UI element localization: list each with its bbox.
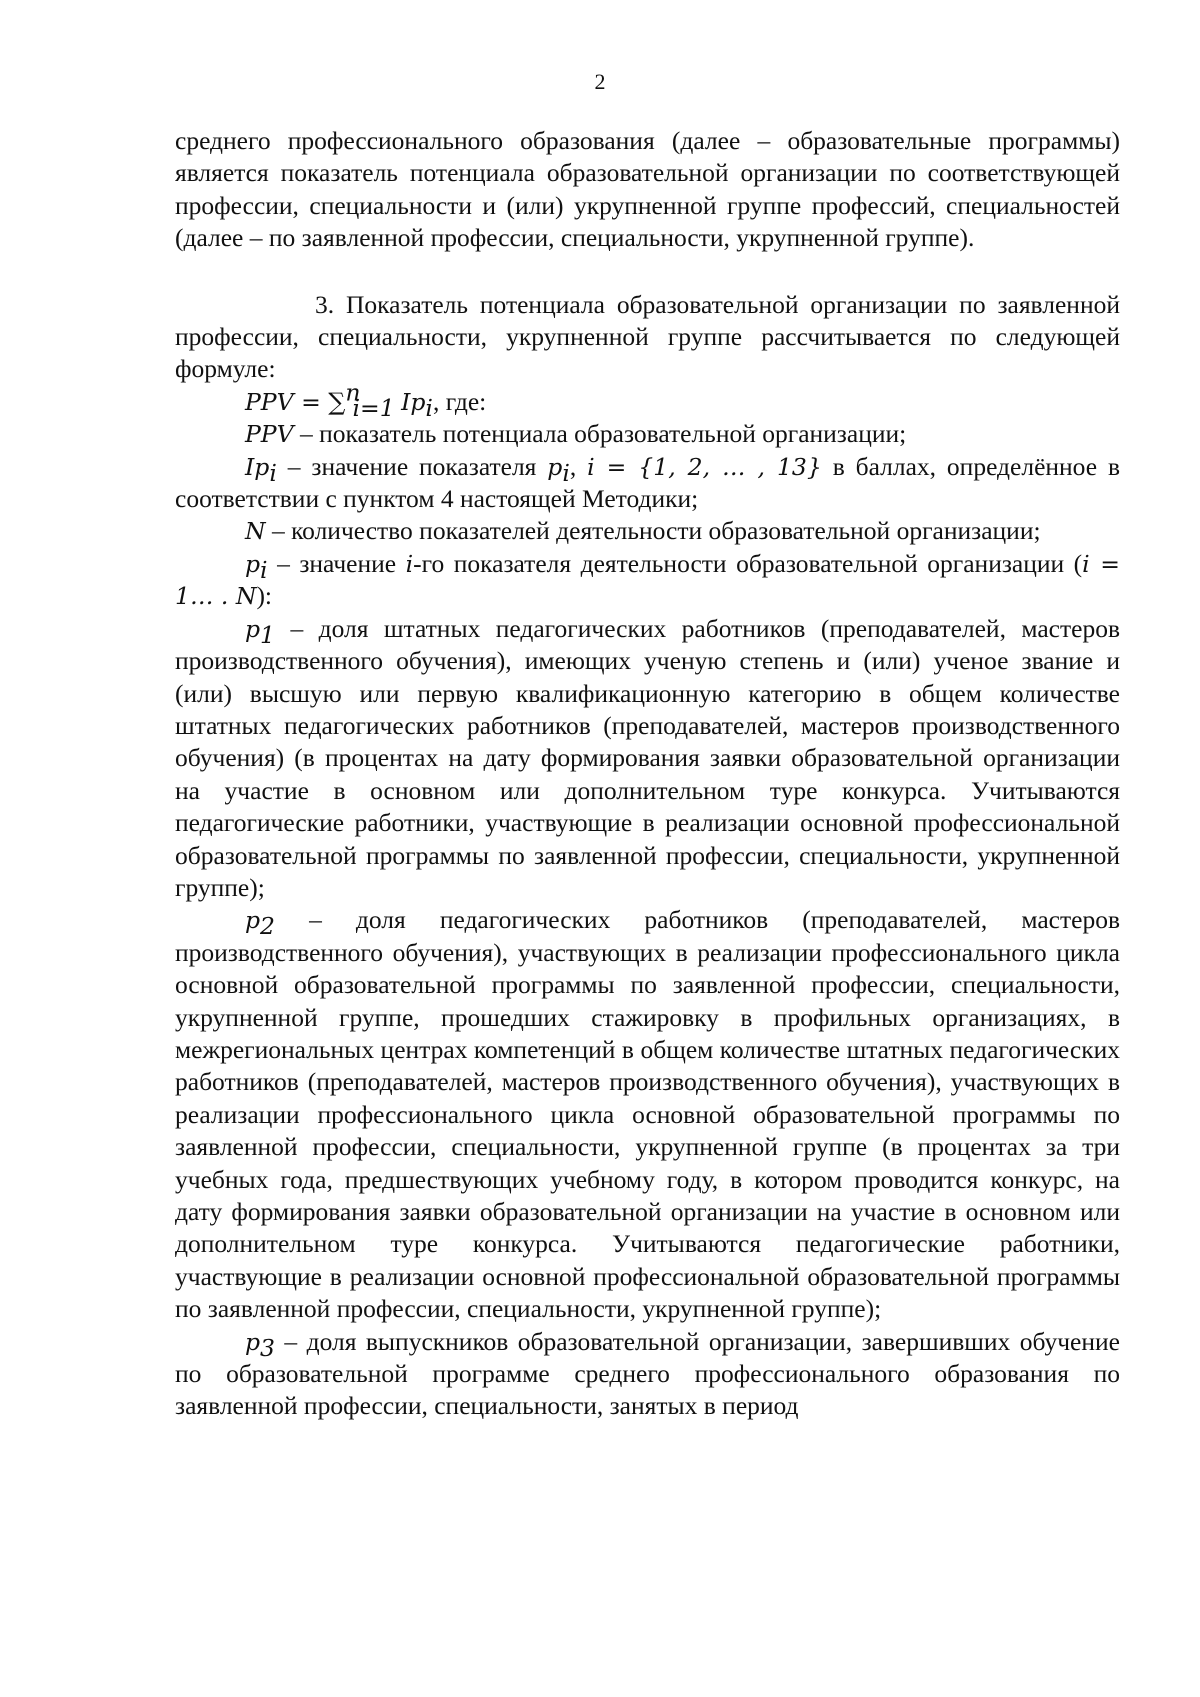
formula-sum-lower: i=1 (352, 393, 395, 422)
definition-ip-p: p (547, 452, 563, 481)
indicator-p1-text: – доля штатных педагогических работников (преподавателей, мастеров производственного обучения), имеющих ученую степень и (или) ученое звание и (или) высшую или первую квалификационную категорию в общем количестве штатных педагогических работников (преподавателей, мастеров производственного обучения) (в процентах на дату формирования заявки образовательной организации на участие в основном или дополнительном туре конкурса. Учитываются педагогические работники, участвующие в реализации основной профессиональной образовательной программы по заявленной профессии, специальности, укрупненной группе); (175, 613, 1120, 902)
section-3-number: 3. (315, 289, 335, 319)
definition-pi-text2: -го показателя деятельности образовательной организации ( (413, 548, 1083, 578)
page-number: 2 (594, 69, 606, 94)
definition-ip-p-sub: i (562, 458, 570, 487)
definition-ip-symbol: Ip (245, 452, 270, 481)
indicator-p1-sub: 1 (260, 620, 275, 649)
definition-ip-set: i = {1, 2, … , 13} (587, 452, 822, 481)
formula-tail: , где: (432, 386, 487, 416)
definition-ip-text2: в баллах, определённое в соответствии с пунктом 4 настоящей Методики; (175, 451, 1120, 514)
definition-pi-range: i = 1… . N (175, 549, 1120, 611)
indicator-p2-sub: 2 (260, 912, 275, 941)
definition-ip-sub: i (269, 458, 277, 487)
formula-sum-upper: n (345, 378, 361, 407)
definition-pi (175, 548, 1120, 613)
definition-pi-symbol: p (245, 549, 261, 578)
definition-n (175, 515, 1120, 547)
indicator-p3-sub: 3 (260, 1333, 275, 1362)
indicator-p2-symbol: p (245, 906, 261, 935)
definition-ppv (175, 418, 1120, 450)
definition-ppv-text: – показатель потенциала образовательной организации; (293, 419, 907, 449)
formula-lhs: PPV (245, 387, 294, 416)
formula-line (175, 378, 1120, 422)
definition-ppv-symbol: PPV (245, 420, 294, 449)
indicator-p1-symbol: p (245, 614, 261, 643)
definition-pi-sub: i (260, 555, 268, 584)
indicator-p3-symbol: p (245, 1327, 261, 1356)
definition-ip-comma: , (569, 451, 588, 481)
formula-sum-symbol: ∑ (328, 387, 346, 416)
definition-pi-text3: ): (256, 581, 273, 611)
definition-ip (175, 451, 1120, 516)
definition-ip-text1: – значение показателя (276, 451, 548, 481)
document-body (175, 125, 1120, 1423)
section-3-text: Показатель потенциала образовательной организации по заявленной профессии, специальности, укрупненной группе рассчитывается по следующей формуле: (175, 289, 1120, 384)
indicator-p2 (175, 904, 1120, 1325)
definition-pi-text1: – значение (267, 548, 406, 578)
definition-pi-i: i (405, 549, 414, 578)
formula-term-sub: i (425, 393, 433, 422)
indicator-p1 (175, 613, 1120, 905)
formula-term: Ip (401, 387, 426, 416)
indicator-p3-text: – доля выпускников образовательной организации, завершивших обучение по образовательной программе среднего профессионального образования по заявленной профессии, специальности, занятых в период (175, 1326, 1120, 1421)
formula-equals: = (293, 387, 329, 416)
paragraph-gap (175, 255, 1120, 289)
definition-n-symbol: N (245, 517, 266, 546)
section-3-paragraph (175, 289, 1120, 386)
indicator-p2-text: – доля педагогических работников (преподавателей, мастеров производственного обучения), участвующих в реализации профессионального цикла основной образовательной программы по заявленной профессии, специальности, укрупненной группе, прошедших стажировку в профильных организациях, в межрегиональных центрах компетенций в общем количестве штатных педагогических работников (преподавателей, мастеров производственного обучения), участвующих в реализации профессионального цикла основной образовательной программы по заявленной профессии, специальности, укрупненной группе (в процентах за три учебных года, предшествующих учебному году, в котором проводится конкурс, на дату формирования заявки образовательной организации на участие в основном или дополнительном туре конкурса. Учитываются педагогические работники, участвующие в реализации основной профессиональной образовательной программы по заявленной профессии, специальности, укрупненной группе); (175, 905, 1120, 1324)
indicator-p3 (175, 1326, 1120, 1423)
intro-paragraph: среднего профессионального образования (далее – образовательные программы) является показатель потенциала образовательной организации по соответствующей профессии, специальности и (или) укрупненной группе профессий, специальностей (далее – по заявленной профессии, специальности, укрупненной группе). (175, 126, 1120, 253)
definition-n-text: – количество показателей деятельности образовательной организации; (265, 516, 1041, 546)
